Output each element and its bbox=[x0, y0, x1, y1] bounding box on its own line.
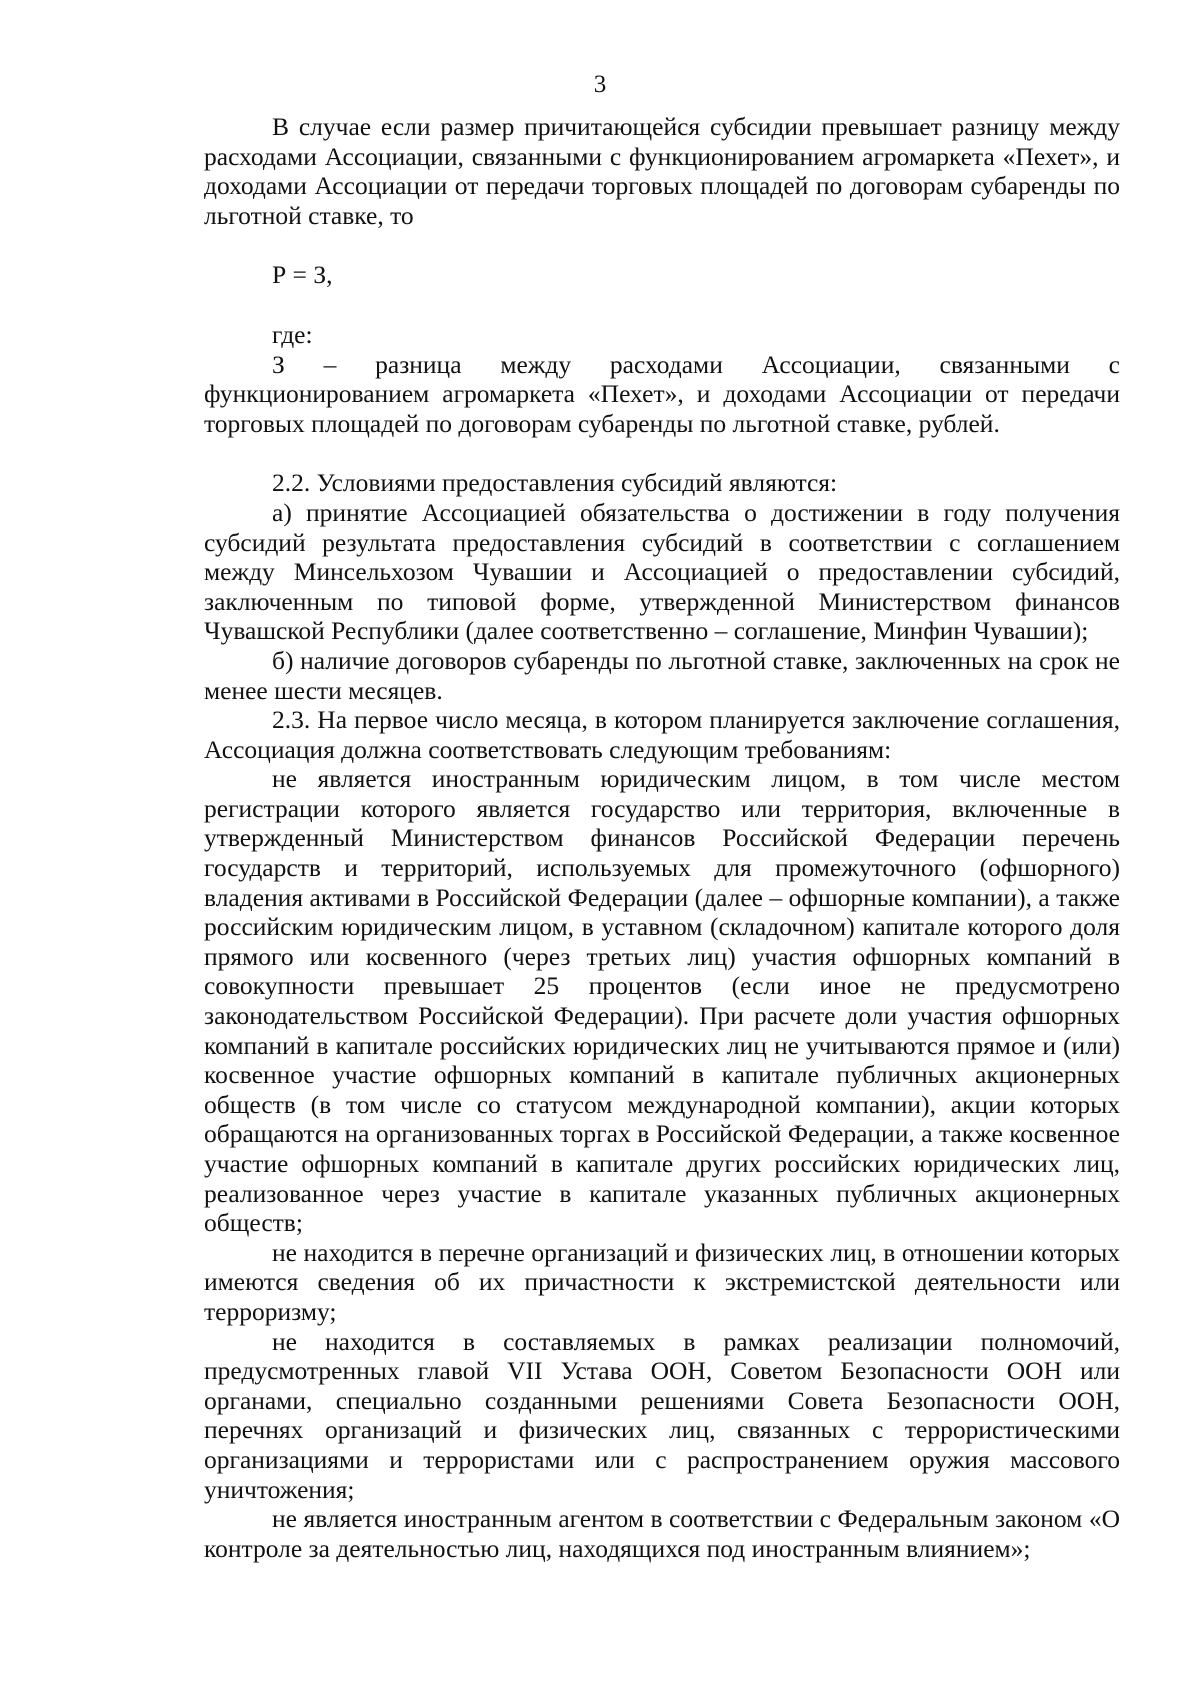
list-item-a: а) принятие Ассоциацией обязательства о достижении в году получения субсидий результата предоставления субсидий в соответствии с соглашением между Минсельхозом Чувашии и Ассоциацией о предоставлении субсидий, заключенным по типовой форме, утвержденной Министерством финансов Чувашской Республики (далее соответственно – соглашение, Минфин Чувашии); bbox=[204, 497, 1120, 646]
requirement-foreign-agent: не является иностранным агентом в соответствии с Федеральным законом «О контроле за деятельностью лиц, находящихся под иностранным влиянием»; bbox=[204, 1504, 1120, 1563]
section-2-3-heading: 2.3. На первое число месяца, в котором планируется заключение соглашения, Ассоциация должна соответствовать следующим требованиям: bbox=[204, 705, 1120, 764]
requirement-offshore: не является иностранным юридическим лицом, в том числе местом регистрации которого является государство или территория, включенные в утвержденный Министерством финансов Российской Федерации перечень государств и территорий, используемых для промежуточного (офшорного) владения активами в Российской Федерации (далее – офшорные компании), а также российским юридическим лицом, в уставном (складочном) капитале которого доля прямого или косвенного (через третьих лиц) участия офшорных компаний в совокупности превышает 25 процентов (если иное не предусмотрено законодательством Российской Федерации). При расчете доли участия офшорных компаний в капитале российских юридических лиц не учитываются прямое и (или) косвенное участие офшорных компаний в капитале публичных акционерных обществ (в том числе со статусом международной компании), акции которых обращаются на организованных торгах в Российской Федерации, а также косвенное участие офшорных компаний в капитале других российских юридических лиц, реализованное через участие в капитале указанных публичных акционерных обществ; bbox=[204, 764, 1120, 1238]
formula: Р = З, bbox=[272, 260, 333, 290]
paragraph-intro: В случае если размер причитающейся субсидии превышает разницу между расходами Ассоциации, связанными с функционированием агромаркета «Пехет», и доходами Ассоциации от передачи торговых площадей по договорам субаренды по льготной ставке, то bbox=[204, 112, 1120, 230]
document-body bbox=[204, 112, 1120, 1563]
page-number: 3 bbox=[593, 71, 607, 98]
requirement-extremism-list: не находится в перечне организаций и физических лиц, в отношении которых имеются сведения об их причастности к экстремистской деятельности или терроризму; bbox=[204, 1237, 1120, 1326]
where-definition: З – разница между расходами Ассоциации, связанными с функционированием агромаркета «Пехет», и доходами Ассоциации от передачи торговых площадей по договорам субаренды по льготной ставке, рублей. bbox=[204, 349, 1120, 438]
list-item-b: б) наличие договоров субаренды по льготной ставке, заключенных на срок не менее шести месяцев. bbox=[204, 645, 1120, 705]
requirement-un-lists: не находится в составляемых в рамках реализации полномочий, предусмотренных главой VII Устава ООН, Советом Безопасности ООН или органами, специально созданными решениями Совета Безопасности ООН, перечнях организаций и физических лиц, связанных с террористическими организациями и террористами или с распространением оружия массового уничтожения; bbox=[204, 1326, 1120, 1504]
where-label: где: bbox=[272, 319, 313, 349]
section-2-2-heading: 2.2. Условиями предоставления субсидий являются: bbox=[272, 468, 838, 498]
